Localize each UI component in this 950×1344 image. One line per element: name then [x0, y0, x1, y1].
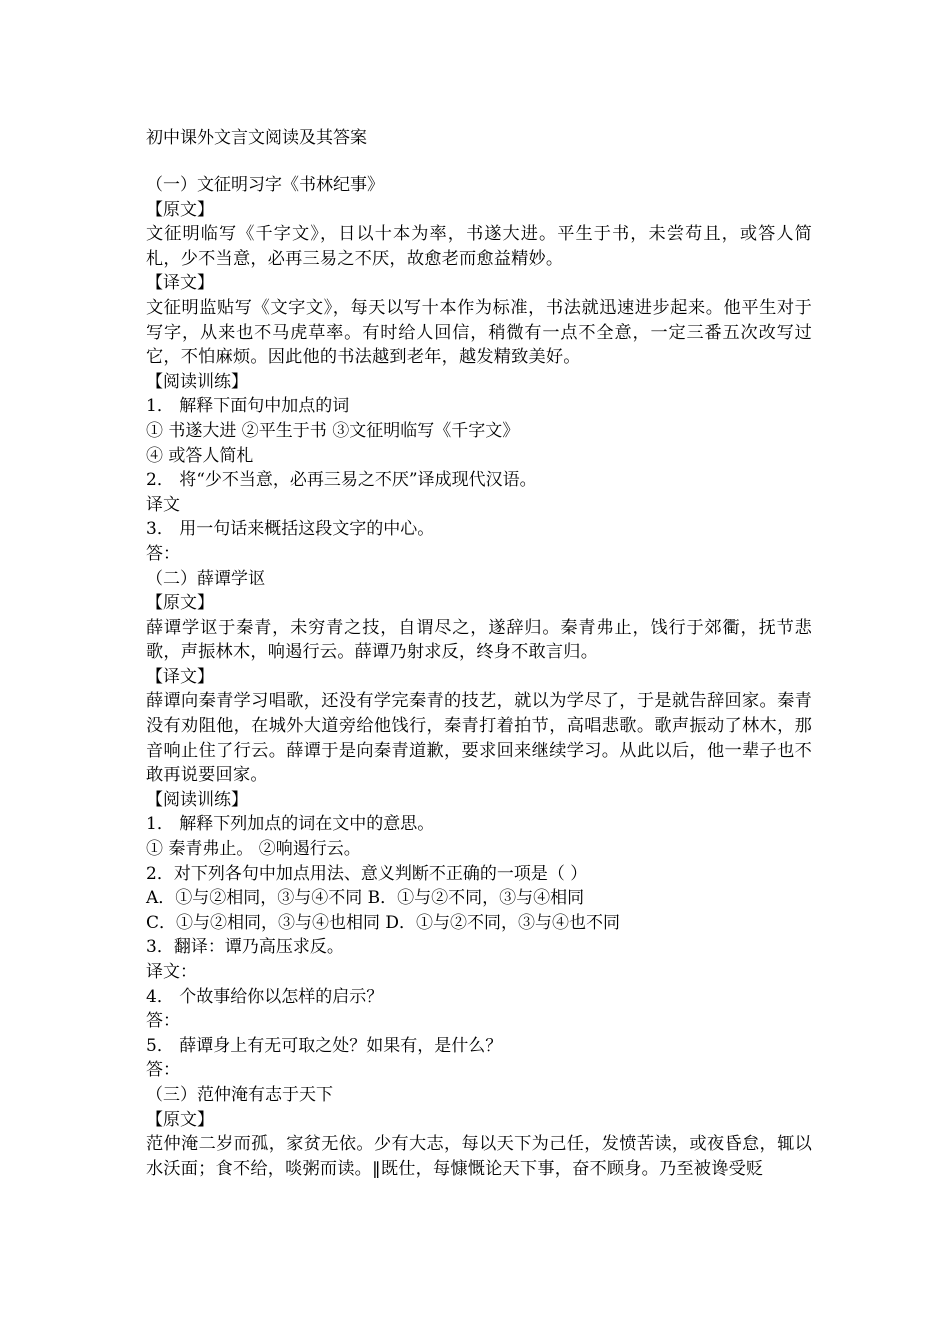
text-line: C．①与②相同，③与④也相同 D．①与②不同，③与④也不同 — [146, 912, 621, 933]
section-heading: （三）范仲淹有志于天下 — [146, 1084, 333, 1105]
paragraph: 文征明临写《千字文》，日以十本为率，书遂大进。平生于书，未尝苟且，或答人简札，少不当意，必再三易之不厌，故愈老而愈益精妙。 — [146, 224, 812, 269]
text-line: 答： — [146, 543, 180, 564]
text-line: 1． 解释下列加点的词在文中的意思。 — [146, 814, 435, 835]
text-line: ① 秦青弗止。 ②响遏行云。 — [146, 839, 361, 860]
section-label: 【阅读训练】 — [146, 371, 248, 392]
text-line: 答： — [146, 1060, 180, 1081]
text-line: 2． 将“少不当意，必再三易之不厌”译成现代汉语。 — [146, 470, 537, 491]
paragraph: 文征明监贴写《文字文》，每天以写十本作为标准，书法就迅速进步起来。他平生对于写字，从来也不马虎草率。有时给人回信，稍微有一点不全意，一定三番五次改写过它，不怕麻烦。因此他的书法越到老年，越发精致美好。 — [146, 297, 812, 368]
paragraph: 薛谭学讴于秦青，未穷青之技，自谓尽之，遂辞归。秦青弗止，饯行于郊衢，抚节悲歌，声振林木，响遏行云。薛谭乃射求反，终身不敢言归。 — [146, 617, 812, 663]
paragraph: 薛谭向秦青学习唱歌，还没有学完秦青的技艺，就以为学尽了，于是就告辞回家。秦青没有劝阻他，在城外大道旁给他饯行，秦青打着拍节，高唱悲歌。歌声振动了林木，那音响止住了行云。薛谭于是向秦青道歉，要求回来继续学习。从此以后，他一辈子也不敢再说要回家。 — [146, 691, 812, 786]
section-label: 【译文】 — [146, 273, 214, 294]
text-line: 译文： — [146, 962, 197, 982]
text-line: 1． 解释下面句中加点的词 — [146, 396, 350, 417]
text-line: 译文 — [146, 494, 180, 515]
text-line: 5． 薛谭身上有无可取之处？如果有，是什么？ — [146, 1035, 503, 1056]
section-label: 【阅读训练】 — [146, 789, 248, 810]
section-heading: （一）文征明习字《书林纪事》 — [146, 175, 384, 195]
section-label: 【原文】 — [146, 1109, 214, 1130]
section-heading: （二）薛谭学讴 — [146, 568, 265, 589]
document-body — [146, 173, 812, 1181]
section-label: 【原文】 — [146, 593, 214, 614]
section-label: 【译文】 — [146, 666, 214, 687]
text-line: 3． 用一句话来概括这段文字的中心。 — [146, 519, 435, 540]
text-line: 2．对下列各句中加点用法、意义判断不正确的一项是（ ） — [146, 863, 588, 884]
section-label: 【原文】 — [146, 199, 214, 220]
text-line: 4． 个故事给你以怎样的启示？ — [146, 986, 384, 1007]
document-title: 初中课外文言文阅读及其答案 — [146, 128, 367, 148]
text-line: ④ 或答人简札 — [146, 445, 254, 466]
text-line: 答： — [146, 1011, 180, 1032]
text-line: 3．翻译：谭乃高压求反。 — [146, 937, 344, 958]
paragraph: 范仲淹二岁而孤，家贫无依。少有大志，每以天下为己任，发愤苦读，或夜昏怠，辄以水沃面；食不给，啖粥而读。‖既仕，每慷慨论天下事，奋不顾身。乃至被谗受贬 — [146, 1134, 812, 1179]
text-line: A．①与②相同，③与④不同 B．①与②不同，③与④相同 — [146, 888, 585, 909]
text-line: ① 书遂大进 ②平生于书 ③文征明临写《千字文》 — [146, 420, 520, 441]
